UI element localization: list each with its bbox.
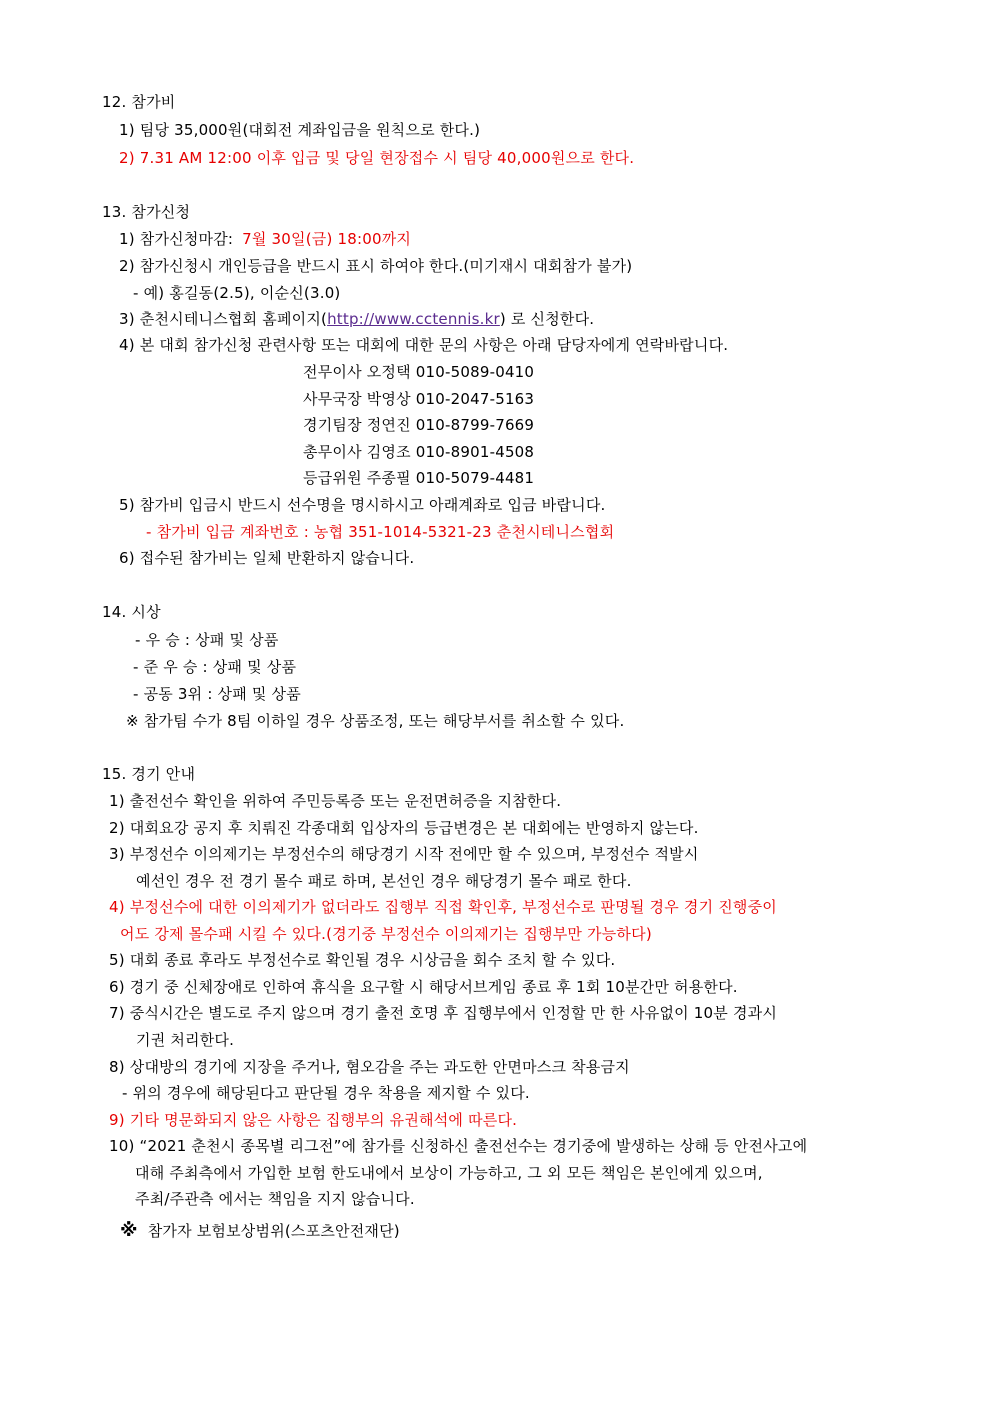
rule-10: 10) “2021 춘천시 종목별 리그전”에 참가를 신청하신 출전선수는 경기중에 발생하는 상해 등 안전사고에 [109,1137,808,1155]
rule-6: 6) 경기 중 신체장애로 인하여 휴식을 요구할 시 해당서브게임 종료 후 1회 10분간만 허용한다. [109,978,738,996]
rule-4-cont: 어도 강제 몰수패 시킬 수 있다.(경기중 부정선수 이의제기는 집행부만 가능하다) [120,925,652,943]
homepage-text-after: ) 로 신청한다. [499,310,595,328]
payment-item: 5) 참가비 입금시 반드시 선수명을 명시하시고 아래계좌로 입금 바랍니다. [119,496,606,514]
contact-row: 총무이사 김영조 010-8901-4508 [303,443,535,461]
deadline-item [119,229,411,249]
section-15-heading: 15. 경기 안내 [102,765,196,783]
rule-5: 5) 대회 종료 후라도 부정선수로 확인될 경우 시상금을 회수 조치 할 수 있다. [109,951,616,969]
rule-10-cont-1: 대해 주최측에서 가입한 보험 한도내에서 보상이 가능하고, 그 외 모든 책임은 본인에게 있으며, [135,1164,763,1182]
rule-7: 7) 중식시간은 별도로 주지 않으며 경기 출전 호명 후 집행부에서 인정할 만 한 사유없이 10분 경과시 [109,1004,778,1022]
reference-mark-icon: ※ [120,1220,138,1241]
fee-item-1: 1) 팀당 35,000원(대회전 계좌입금을 원칙으로 한다.) [119,121,481,139]
grade-item: 2) 참가신청시 개인등급을 반드시 표시 하여야 한다.(미기재시 대회참가 불가) [119,257,633,275]
deadline-value: 7월 30일(금) 18:00까지 [242,230,412,248]
rule-3: 3) 부정선수 이의제기는 부정선수의 해당경기 시작 전에만 할 수 있으며, 부정선수 적발시 [109,845,699,863]
section-13-heading: 13. 참가신청 [102,203,191,221]
contact-row: 경기팀장 정연진 010-8799-7669 [303,416,535,434]
rule-1: 1) 출전선수 확인을 위하여 주민등록증 또는 운전면허증을 지참한다. [109,792,562,810]
rule-9: 9) 기타 명문화되지 않은 사항은 집행부의 유권해석에 따른다. [109,1111,518,1129]
grade-example: - 예) 홍길동(2.5), 이순신(3.0) [133,284,341,302]
insurance-note [120,1221,400,1241]
rule-4: 4) 부정선수에 대한 이의제기가 없더라도 집행부 직접 확인후, 부정선수로 판명될 경우 경기 진행중이 [109,898,777,916]
refund-item: 6) 접수된 참가비는 일체 반환하지 않습니다. [119,549,415,567]
homepage-item [119,309,594,329]
rule-10-cont-2: 주최/주관측 에서는 책임을 지지 않습니다. [135,1190,415,1208]
homepage-text-before: 3) 춘천시테니스협회 홈페이지( [119,310,328,328]
award-winner: - 우 승 : 상패 및 상품 [135,631,279,649]
award-runner-up: - 준 우 승 : 상패 및 상품 [133,658,297,676]
insurance-text: 참가자 보험보상범위(스포츠안전재단) [147,1222,400,1240]
award-third: - 공동 3위 : 상패 및 상품 [133,685,301,703]
rule-8: 8) 상대방의 경기에 지장을 주거나, 혐오감을 주는 과도한 안면마스크 착용금지 [109,1058,630,1076]
account-number: - 참가비 입금 계좌번호 : 농협 351-1014-5321-23 춘천시테니스협회 [146,523,615,541]
homepage-link[interactable]: http://www.cctennis.kr [327,310,500,328]
rule-2: 2) 대회요강 공지 후 치뤄진 각종대회 입상자의 등급변경은 본 대회에는 반영하지 않는다. [109,819,699,837]
rule-7-cont: 기권 처리한다. [136,1031,235,1049]
contact-row: 등급위원 주종필 010-5079-4481 [303,469,535,487]
fee-item-2: 2) 7.31 AM 12:00 이후 입금 및 당일 현장접수 시 팀당 40,000원으로 한다. [119,149,635,167]
contact-row: 사무국장 박영상 010-2047-5163 [303,390,535,408]
inquiry-item: 4) 본 대회 참가신청 관련사항 또는 대회에 대한 문의 사항은 아래 담당자에게 연락바랍니다. [119,336,729,354]
contact-row: 전무이사 오정택 010-5089-0410 [303,363,535,381]
section-14-heading: 14. 시상 [102,603,161,621]
rule-3-cont: 예선인 경우 전 경기 몰수 패로 하며, 본선인 경우 해당경기 몰수 패로 한다. [136,872,632,890]
rule-8-cont: - 위의 경우에 해당된다고 판단될 경우 착용을 제지할 수 있다. [122,1084,530,1102]
deadline-label: 1) 참가신청마감: [119,230,239,248]
award-note: ※ 참가팀 수가 8팀 이하일 경우 상품조정, 또는 해당부서를 취소할 수 있다. [126,712,625,730]
section-12-heading: 12. 참가비 [102,93,176,111]
